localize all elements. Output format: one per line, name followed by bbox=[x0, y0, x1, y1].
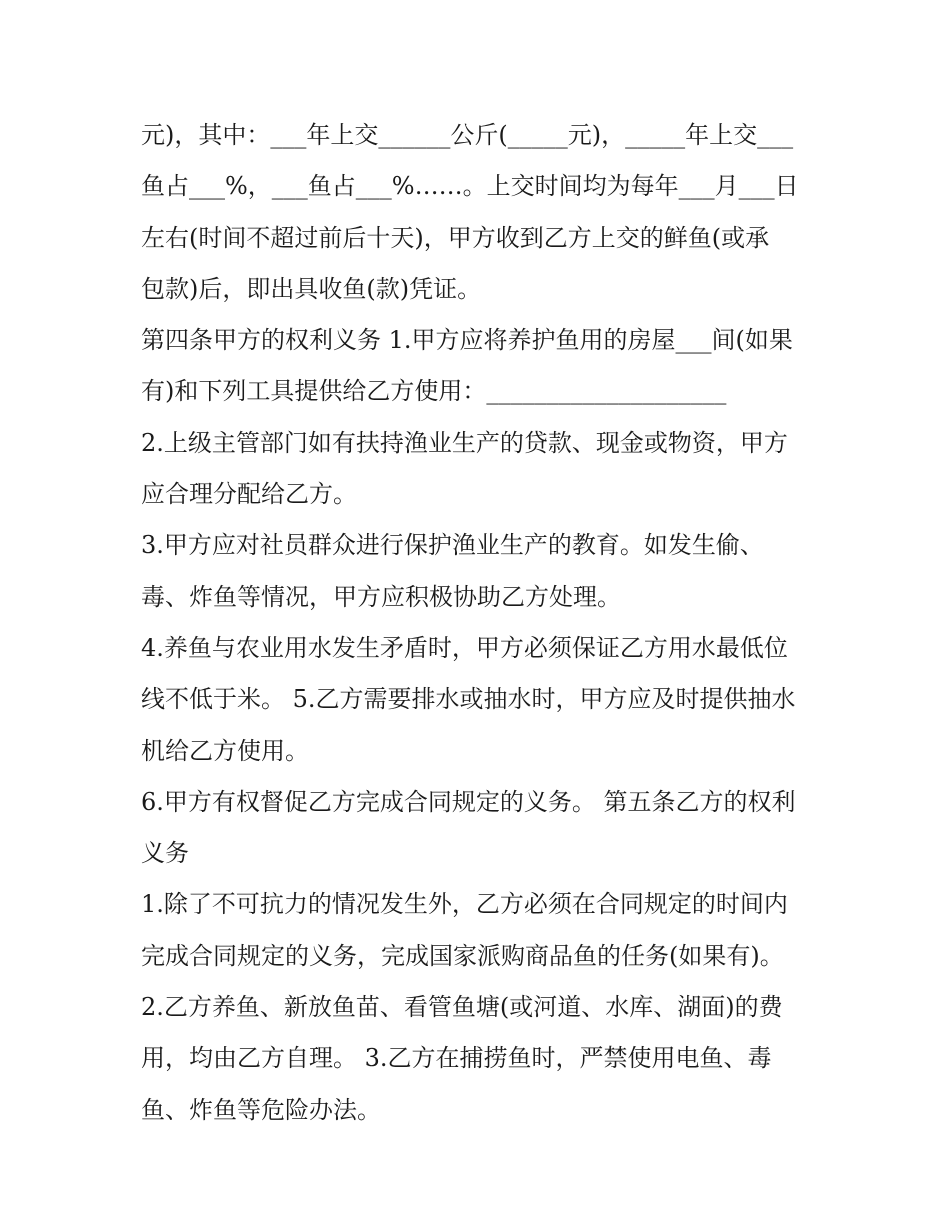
text-line-14: 6.甲方有权督促乙方完成合同规定的义务。 第五条乙方的权利 bbox=[141, 787, 796, 816]
text-line-9: 3.甲方应对社员群众进行保护渔业生产的教育。如发生偷、 bbox=[141, 531, 764, 560]
text-line-17: 完成合同规定的义务，完成国家派购商品鱼的任务(如果有)。 bbox=[141, 941, 784, 970]
text-line-4: 包款)后，即出具收鱼(款)凭证。 bbox=[141, 274, 482, 303]
text-line-13: 机给乙方使用。 bbox=[141, 736, 309, 765]
text-line-7: 2.上级主管部门如有扶持渔业生产的贷款、现金或物资，甲方 bbox=[141, 428, 788, 457]
text-line-12: 线不低于米。 5.乙方需要排水或抽水时，甲方应及时提供抽水 bbox=[141, 685, 796, 714]
text-line-10: 毒、炸鱼等情况，甲方应积极协助乙方处理。 bbox=[141, 582, 621, 611]
text-line-19: 用，均由乙方自理。 3.乙方在捕捞鱼时，严禁使用电鱼、毒 bbox=[141, 1044, 772, 1073]
text-line-20: 鱼、炸鱼等危险办法。 bbox=[141, 1095, 381, 1124]
text-line-15: 义务 bbox=[141, 839, 189, 868]
text-line-1: 元)，其中：___年上交______公斤(_____元)，_____年上交___ bbox=[141, 121, 794, 149]
contract-text-body bbox=[141, 110, 821, 1136]
text-line-18: 2.乙方养鱼、新放鱼苗、看管鱼塘(或河道、水库、湖面)的费 bbox=[141, 993, 783, 1022]
text-line-16: 1.除了不可抗力的情况发生外，乙方必须在合同规定的时间内 bbox=[141, 890, 788, 919]
text-line-2: 鱼占___%，___鱼占___%……。上交时间均为每年___月___日 bbox=[141, 172, 799, 201]
text-line-11: 4.养鱼与农业用水发生矛盾时，甲方必须保证乙方用水最低位 bbox=[141, 633, 788, 662]
text-line-3: 左右(时间不超过前后十天)，甲方收到乙方上交的鲜鱼(或承 bbox=[141, 223, 770, 252]
text-line-8: 应合理分配给乙方。 bbox=[141, 480, 357, 509]
text-line-6: 有)和下列工具提供给乙方使用：____________________ bbox=[141, 377, 727, 406]
text-line-5: 第四条甲方的权利义务 1.甲方应将养护鱼用的房屋___间(如果 bbox=[141, 326, 793, 355]
